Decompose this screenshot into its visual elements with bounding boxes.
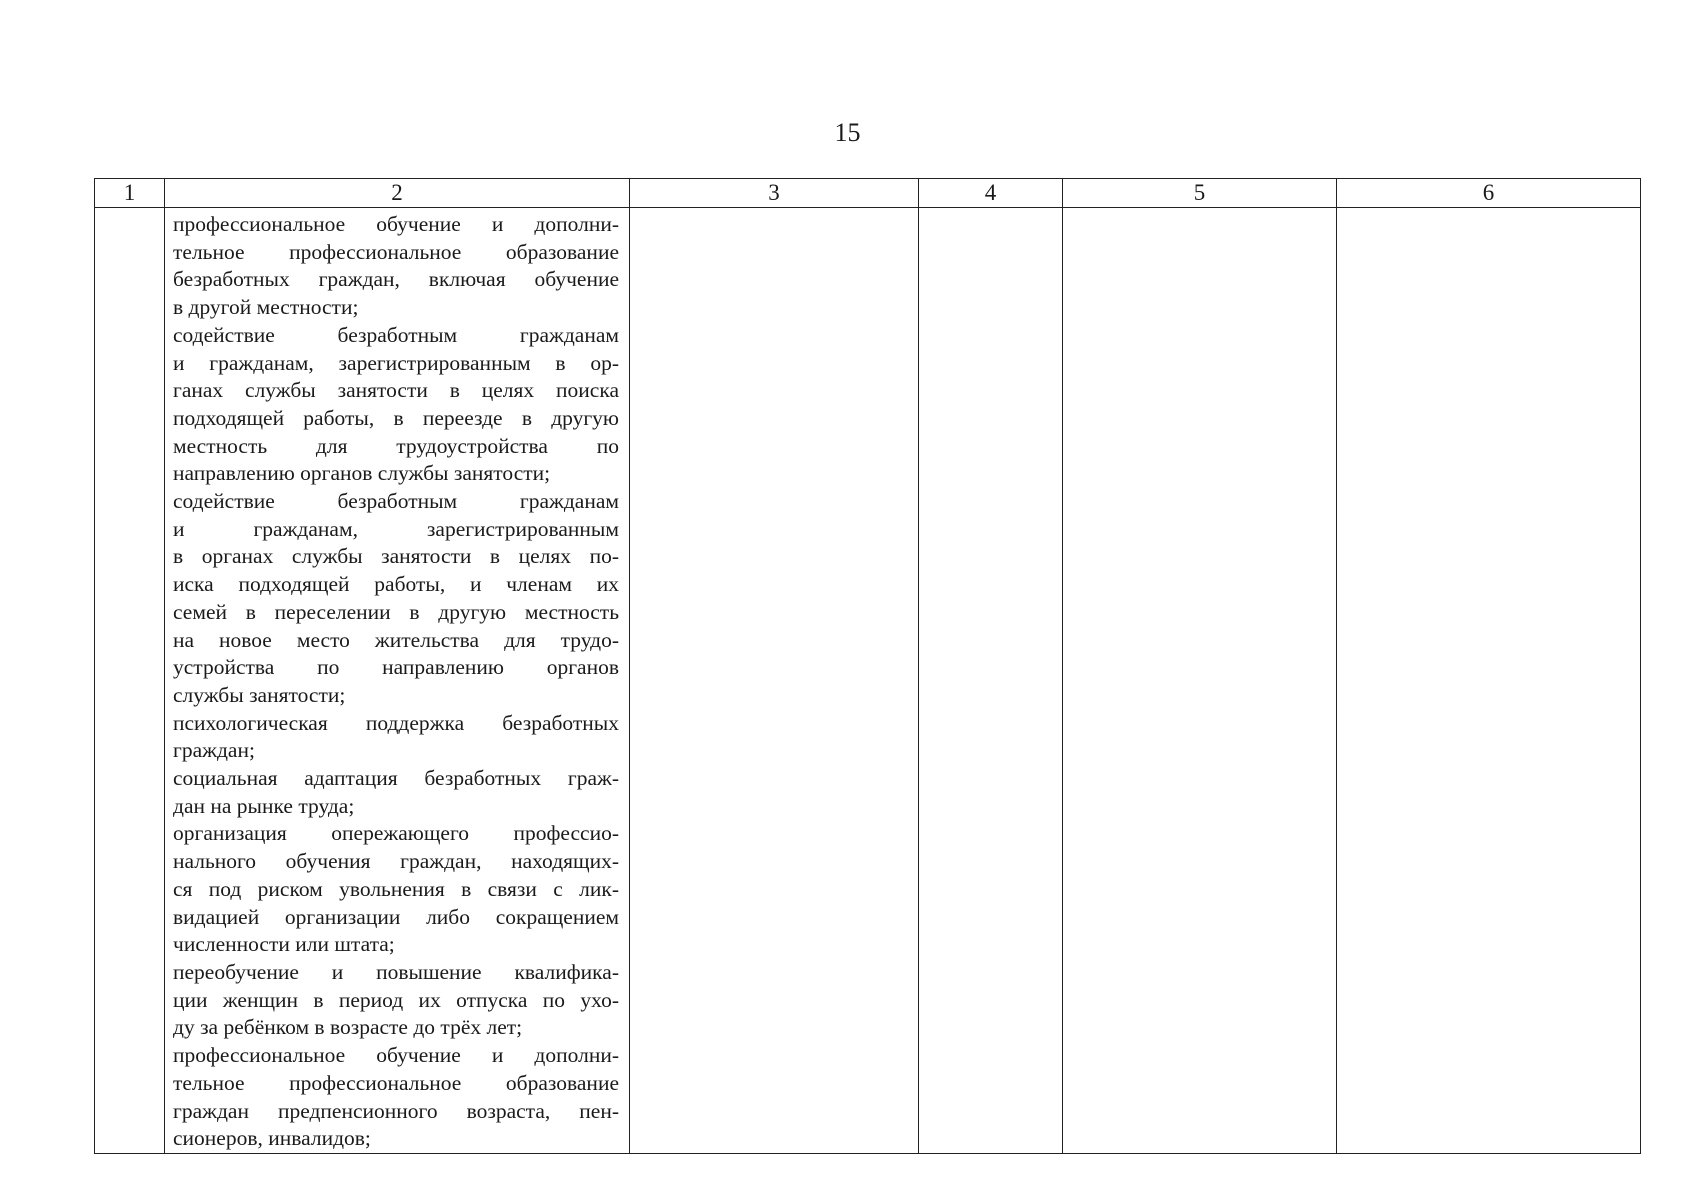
column-header-5: 5 [1063, 179, 1337, 208]
cell-col-5 [1063, 208, 1337, 1154]
text-line: семей в переселении в другую местность [173, 599, 619, 624]
column-header-3: 3 [630, 179, 919, 208]
text-line: социальная адаптация безработных граж- [173, 766, 619, 791]
text-line: ции женщин в период их отпуска по ухо- [173, 987, 619, 1012]
text-line: переобучение и повышение квалифика- [173, 959, 619, 984]
text-line: и гражданам, зарегистрированным [173, 516, 619, 541]
text-line: тельное профессиональное образование [173, 1070, 619, 1095]
text-line: местность для трудоустройства по [173, 433, 619, 458]
text-line: граждан; [173, 738, 255, 763]
text-line: и гражданам, зарегистрированным в ор- [173, 350, 619, 375]
text-line: граждан предпенсионного возраста, пен- [173, 1098, 619, 1123]
cell-col-4 [919, 208, 1063, 1154]
cell-col-1 [95, 208, 165, 1154]
page-number: 15 [834, 118, 861, 147]
table-header-row [95, 179, 1641, 208]
text-line: профессиональное обучение и дополни- [173, 212, 619, 236]
text-line: видацией организации либо сокращением [173, 904, 619, 929]
text-line: направлению органов службы занятости; [173, 461, 551, 486]
cell-col-6 [1337, 208, 1641, 1154]
text-line: ся под риском увольнения в связи с лик- [173, 876, 619, 901]
text-line: численности или штата; [173, 932, 395, 957]
text-line: службы занятости; [173, 682, 346, 707]
text-line: сионеров, инвалидов; [173, 1126, 371, 1151]
text-line: ганах службы занятости в целях поиска [173, 378, 619, 403]
text-line: устройства по направлению органов [173, 655, 619, 680]
cell-col-2 [165, 208, 630, 1154]
text-line: безработных граждан, включая обучение [173, 267, 619, 292]
column-header-4: 4 [919, 179, 1063, 208]
text-line: психологическая поддержка безработных [173, 710, 619, 735]
text-line: содействие безработным гражданам [173, 489, 619, 514]
text-line: дан на рынке труда; [173, 793, 355, 818]
column-header-6: 6 [1337, 179, 1641, 208]
text-line: на новое место жительства для трудо- [173, 627, 619, 652]
text-line: подходящей работы, в переезде в другую [173, 405, 619, 430]
text-line: иска подходящей работы, и членам их [173, 572, 619, 597]
column-header-1: 1 [95, 179, 165, 208]
text-line: ду за ребёнком в возрасте до трёх лет; [173, 1015, 523, 1040]
text-line: организация опережающего профессио- [173, 821, 619, 846]
column-header-2: 2 [165, 179, 630, 208]
text-line: нального обучения граждан, находящих- [173, 849, 619, 874]
table-row [95, 208, 1641, 1154]
cell-col-3 [630, 208, 919, 1154]
text-line: содействие безработным гражданам [173, 322, 619, 347]
text-line: в органах службы занятости в целях по- [173, 544, 619, 569]
text-line: в другой местности; [173, 295, 359, 320]
document-table [94, 178, 1641, 1154]
text-line: тельное профессиональное образование [173, 239, 619, 264]
measures-list-text [165, 208, 629, 1153]
text-line: профессиональное обучение и дополни- [173, 1043, 619, 1068]
